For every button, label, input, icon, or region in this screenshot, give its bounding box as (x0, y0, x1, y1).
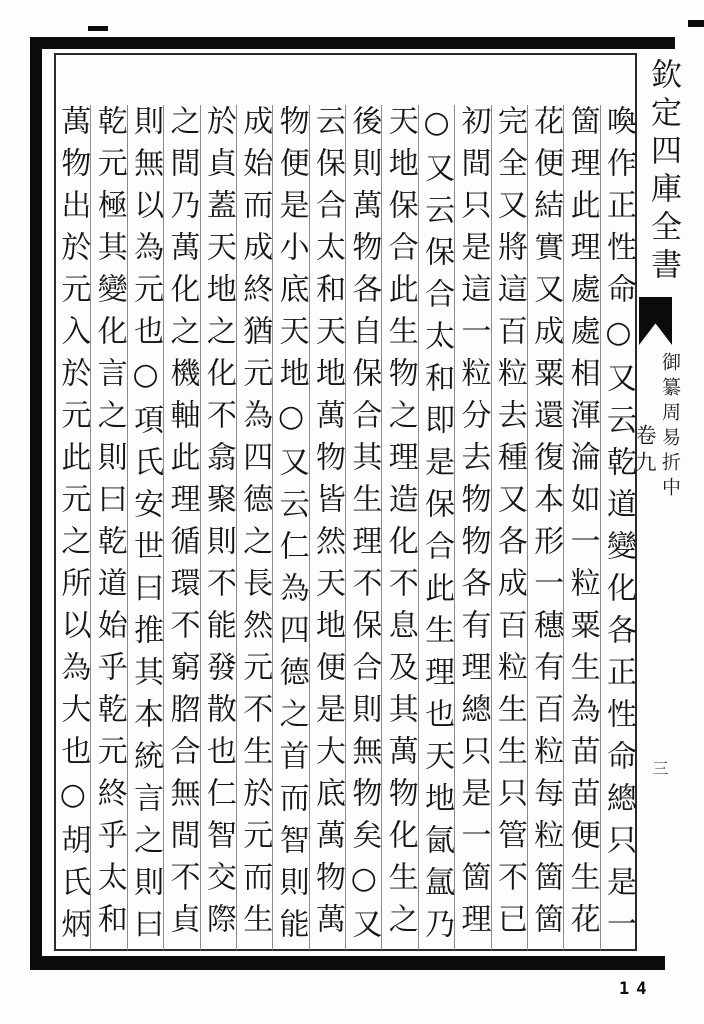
text-column-2: 箇理此理處處相渾淪如一粒粟生為苗苗便生花 (563, 105, 599, 950)
main-text-block (55, 105, 636, 950)
frame-top-border (30, 37, 675, 49)
page-number: 14 (619, 979, 654, 999)
juan-number: 卷九 (633, 424, 657, 478)
banxin-book-title: 御纂周易折中 (659, 352, 681, 502)
scan-artifact-mark (88, 26, 108, 31)
text-column-12: 於貞蓋天地之化不翕聚則不能發散也仁智交際 (200, 105, 236, 950)
folio-number: 三 (650, 760, 669, 776)
text-column-9: 云保合太和天地萬物皆然天地便是大底萬物萬 (309, 105, 345, 950)
text-column-6: ○又云保合太和即是保合此生理也天地氤氲乃 (419, 105, 455, 950)
text-column-5: 初間只是這一粒分去物物各有理總只是一箇理 (454, 105, 490, 950)
text-column-11: 成始而成終猶元為四德之長然元不生於元而生 (236, 105, 272, 950)
scan-artifact-corner (688, 20, 704, 27)
text-column-7: 天地保合此生物之理造化不息及其萬物化生之 (381, 105, 417, 950)
fishtail-icon (639, 297, 672, 345)
text-column-13: 之間乃萬化之機軸此理循環不窮脗合無間不貞 (163, 105, 199, 950)
text-column-16: 萬物出於元入於元此元之所以為大也○胡氏炳 (55, 105, 91, 950)
text-column-15: 乾元極其變化言之則曰乾道始乎乾元終乎太和 (90, 105, 126, 950)
text-column-4: 完全又將這百粒去種又各成百粒生生只管不已 (491, 105, 527, 950)
text-column-14: 則無以為元也○項氏安世曰推其本統言之則曰 (128, 105, 164, 950)
text-column-10: 物便是小底天地○又云仁為四德之首而智則能 (273, 105, 309, 950)
frame-left-border (30, 37, 42, 970)
series-title: 欽定四庫全書 (645, 58, 681, 286)
text-column-1: 喚作正性命○又云乾道變化各正性命總只是一 (601, 105, 636, 950)
text-column-3: 花便結實又成粟還復本形一穗有百粒每粒箇箇 (527, 105, 563, 950)
text-column-8: 後則萬物各自保合其生理不保合則無物矣○又 (346, 105, 382, 950)
frame-bottom-border (33, 956, 665, 970)
